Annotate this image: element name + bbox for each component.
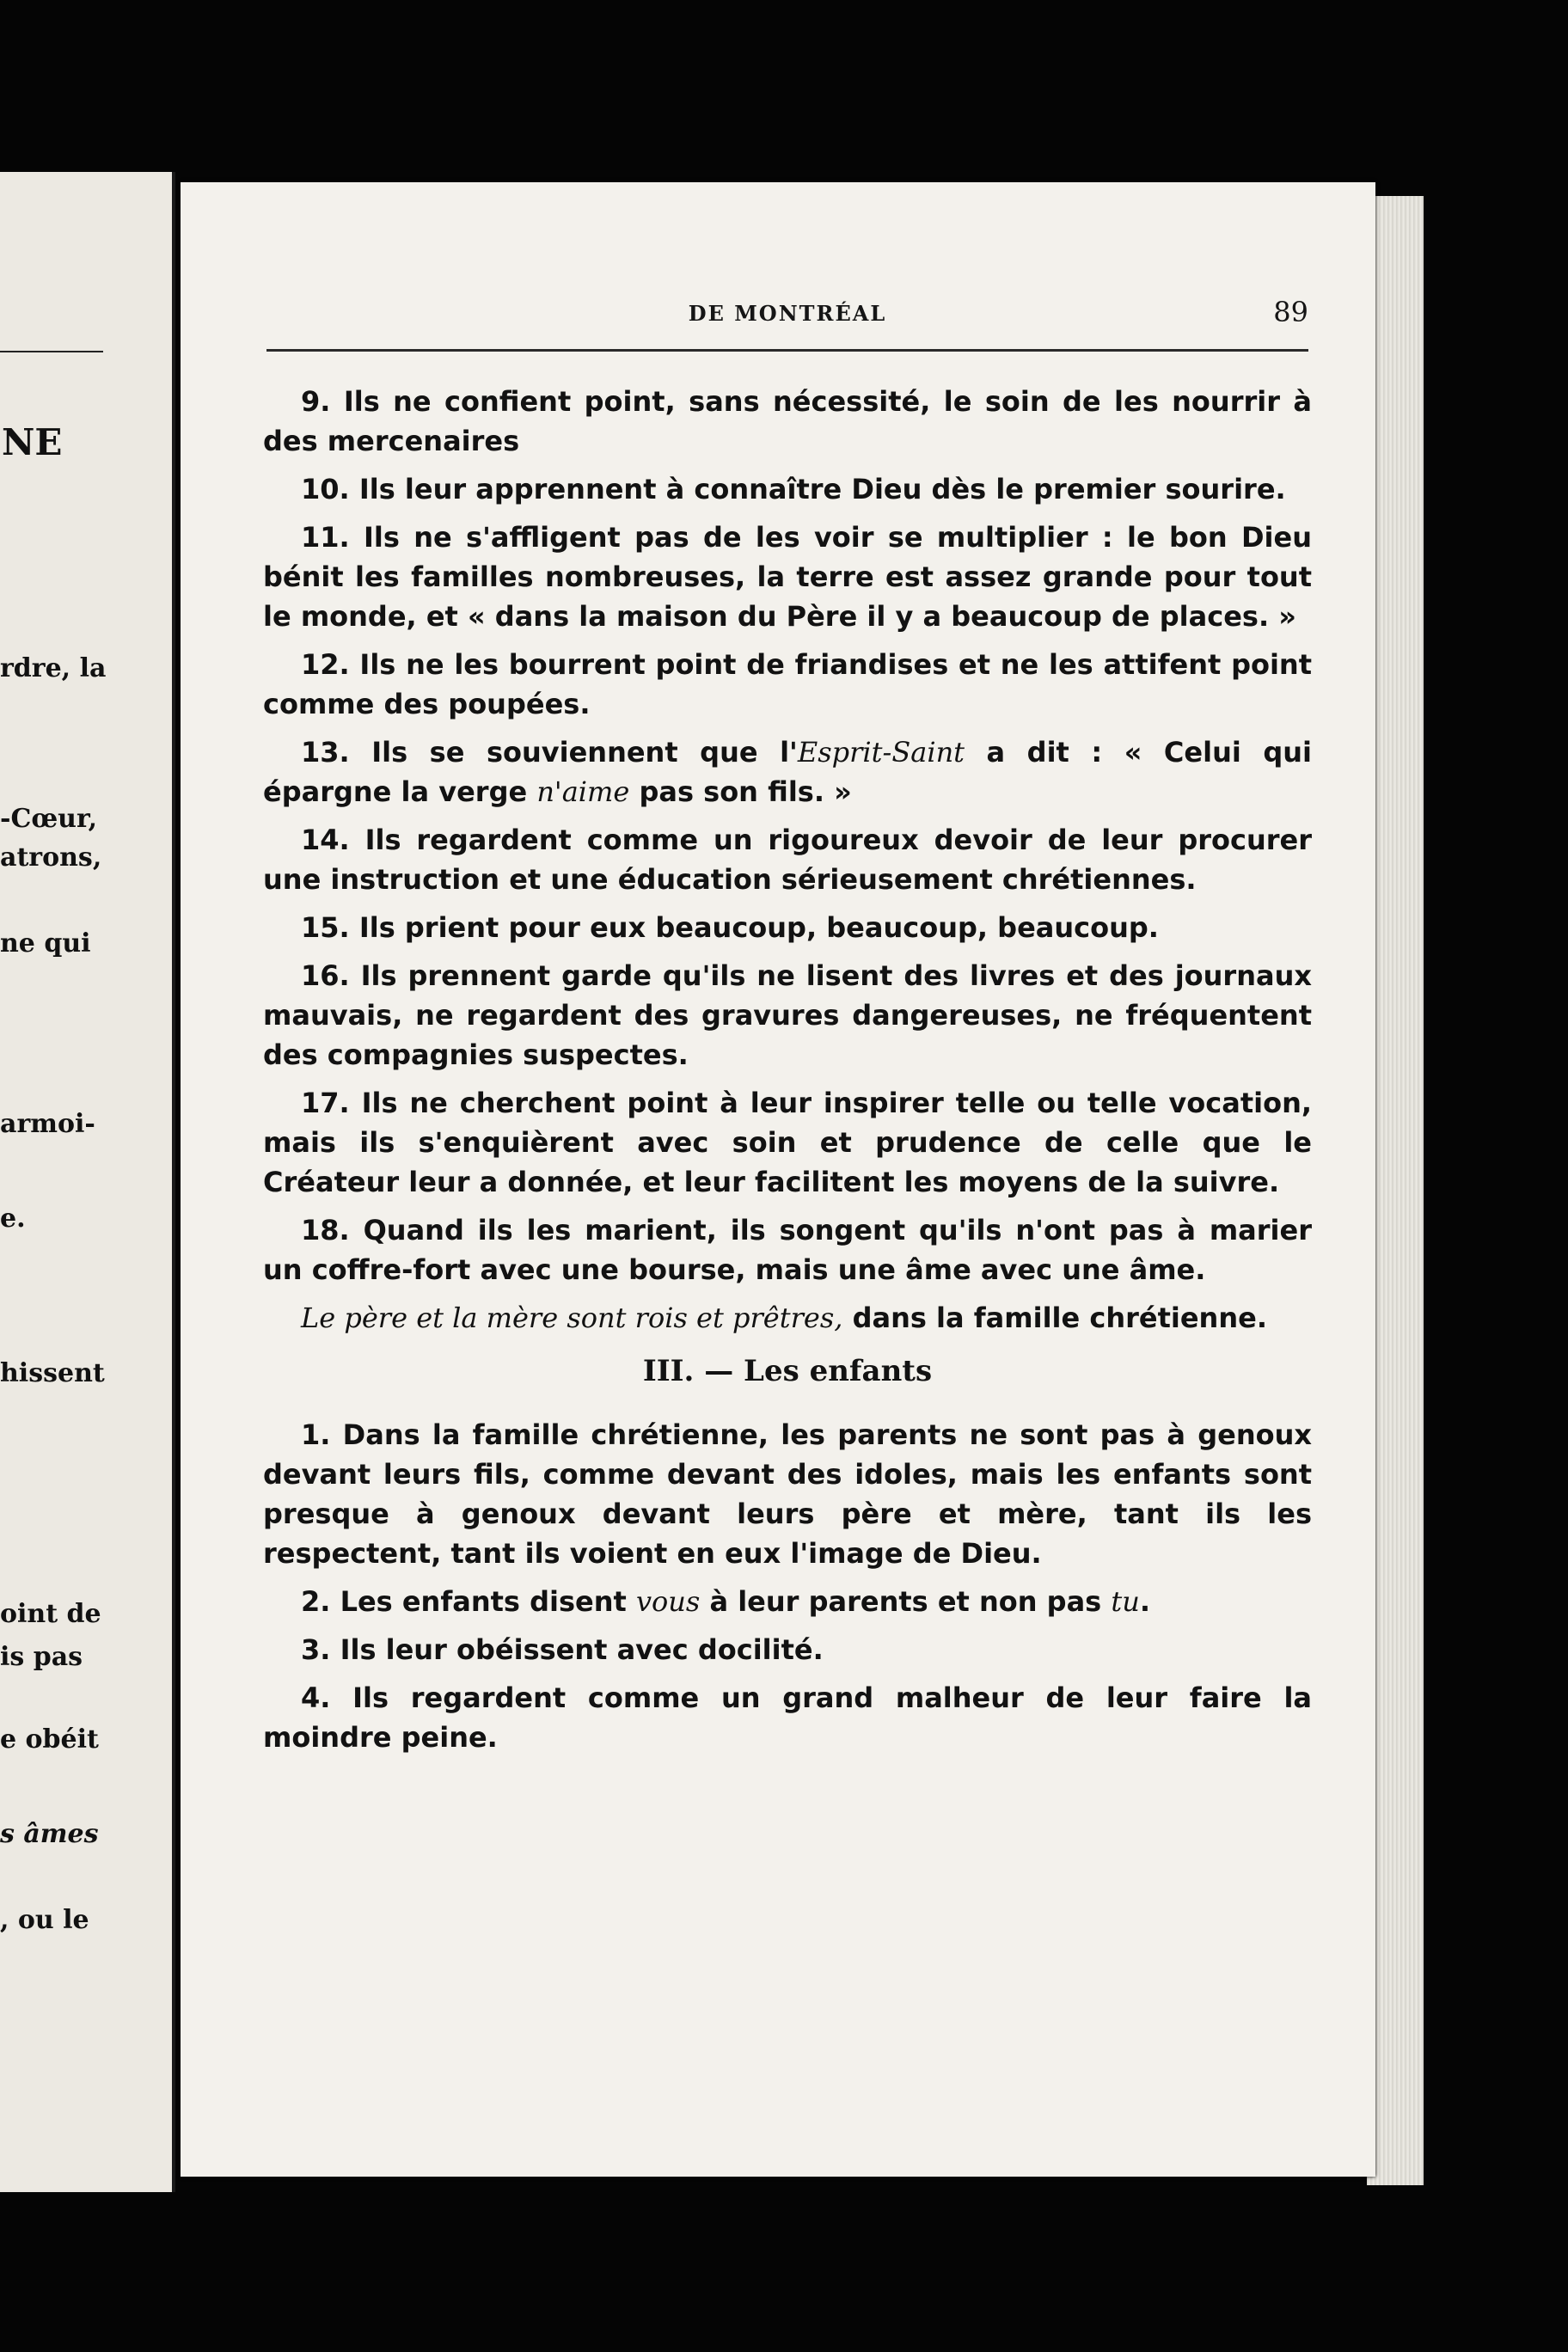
- facing-page-fragment: armoi-: [0, 1109, 95, 1139]
- facing-page-fragment: e.: [0, 1204, 26, 1234]
- item-text: .: [1139, 1585, 1150, 1618]
- facing-page-fragment: ne qui: [0, 928, 91, 959]
- page-number: 89: [1273, 296, 1308, 328]
- page-body: [263, 382, 1312, 1766]
- page-header: [266, 296, 1308, 335]
- facing-page-fragment: e obéit: [0, 1724, 99, 1755]
- facing-page-fragment: atrons,: [0, 842, 102, 873]
- facing-page-fragment: hissent: [0, 1358, 105, 1388]
- item-text: 2. Les enfants disent: [301, 1585, 636, 1618]
- book-page: [181, 182, 1375, 2177]
- list-item: 17. Ils ne cherchent point à leur inspirer telle ou telle vocation, mais ils s'enquièrent avec soin et prudence de celle que le Créateur leur a donnée, et leur facilitent les moyens de la suivre.: [263, 1087, 1312, 1198]
- list-item: 1. Dans la famille chrétienne, les parents ne sont pas à genoux devant leurs fils, comme devant des idoles, mais les enfants sont presque à genoux devant leurs père et mère, tant ils les respectent, tant ils voient en eux l'image de Dieu.: [263, 1418, 1312, 1570]
- item-text: 13. Ils se souviennent que l': [301, 736, 798, 769]
- facing-page-fragment: -Cœur,: [0, 804, 98, 834]
- facing-page-fragment: , ou le: [0, 1905, 89, 1935]
- list-item: [263, 732, 1312, 812]
- list-item: [263, 1582, 1312, 1621]
- running-head: DE MONTRÉAL: [688, 301, 887, 326]
- item-text: à leur parents et non pas: [700, 1585, 1112, 1618]
- list-item: 18. Quand ils les marient, ils songent qu'ils n'ont pas à marier un coffre-fort avec une bourse, mais une âme avec une âme.: [263, 1214, 1312, 1286]
- list-item: 15. Ils prient pour eux beaucoup, beaucoup, beaucoup.: [301, 911, 1159, 944]
- closing-rest: dans la famille chrétienne.: [842, 1302, 1267, 1334]
- italic-term: vous: [635, 1585, 701, 1618]
- list-item: 4. Ils regardent comme un grand malheur de leur faire la moindre peine.: [263, 1681, 1312, 1754]
- list-item: 16. Ils prennent garde qu'ils ne lisent des livres et des journaux mauvais, ne regardent des gravures dangereuses, ne fréquentent des compagnies suspectes.: [263, 959, 1312, 1071]
- list-item: 9. Ils ne confient point, sans nécessité, le soin de les nourrir à des mercenaires: [263, 385, 1312, 457]
- item-text: pas son fils. »: [629, 775, 852, 808]
- facing-page-fragment: oint de: [0, 1599, 101, 1629]
- facing-page: [0, 172, 175, 2192]
- facing-page-rule: [0, 351, 103, 352]
- section-title: III. — Les enfants: [642, 1354, 933, 1388]
- italic-term: n'aime: [536, 775, 630, 808]
- italic-term: tu: [1111, 1585, 1140, 1618]
- list-item: 14. Ils regardent comme un rigoureux devoir de leur procurer une instruction et une éducation sérieusement chrétiennes.: [263, 824, 1312, 896]
- facing-page-fragment: NE: [2, 421, 63, 463]
- list-item: 11. Ils ne s'affligent pas de les voir se multiplier : le bon Dieu bénit les familles nombreuses, la terre est assez grande pour tout le monde, et « dans la maison du Père il y a beaucoup de places. »: [263, 521, 1312, 633]
- closing-italic: Le père et la mère sont rois et prêtres,: [301, 1302, 843, 1334]
- list-item: 10. Ils leur apprennent à connaître Dieu dès le premier sourire.: [301, 473, 1286, 505]
- italic-term: Esprit-Saint: [797, 736, 965, 769]
- closing-sentence: [263, 1298, 1312, 1338]
- facing-page-fragment: s âmes: [0, 1819, 99, 1849]
- item-text: a dit : « Celui qui épargne la verge: [263, 736, 1313, 808]
- facing-page-fragment: rdre, la: [0, 653, 107, 683]
- header-rule: [266, 349, 1308, 352]
- list-item: 3. Ils leur obéissent avec docilité.: [301, 1633, 824, 1666]
- facing-page-fragment: is pas: [0, 1642, 83, 1672]
- list-item: 12. Ils ne les bourrent point de friandises et ne les attifent point comme des poupées.: [263, 648, 1312, 720]
